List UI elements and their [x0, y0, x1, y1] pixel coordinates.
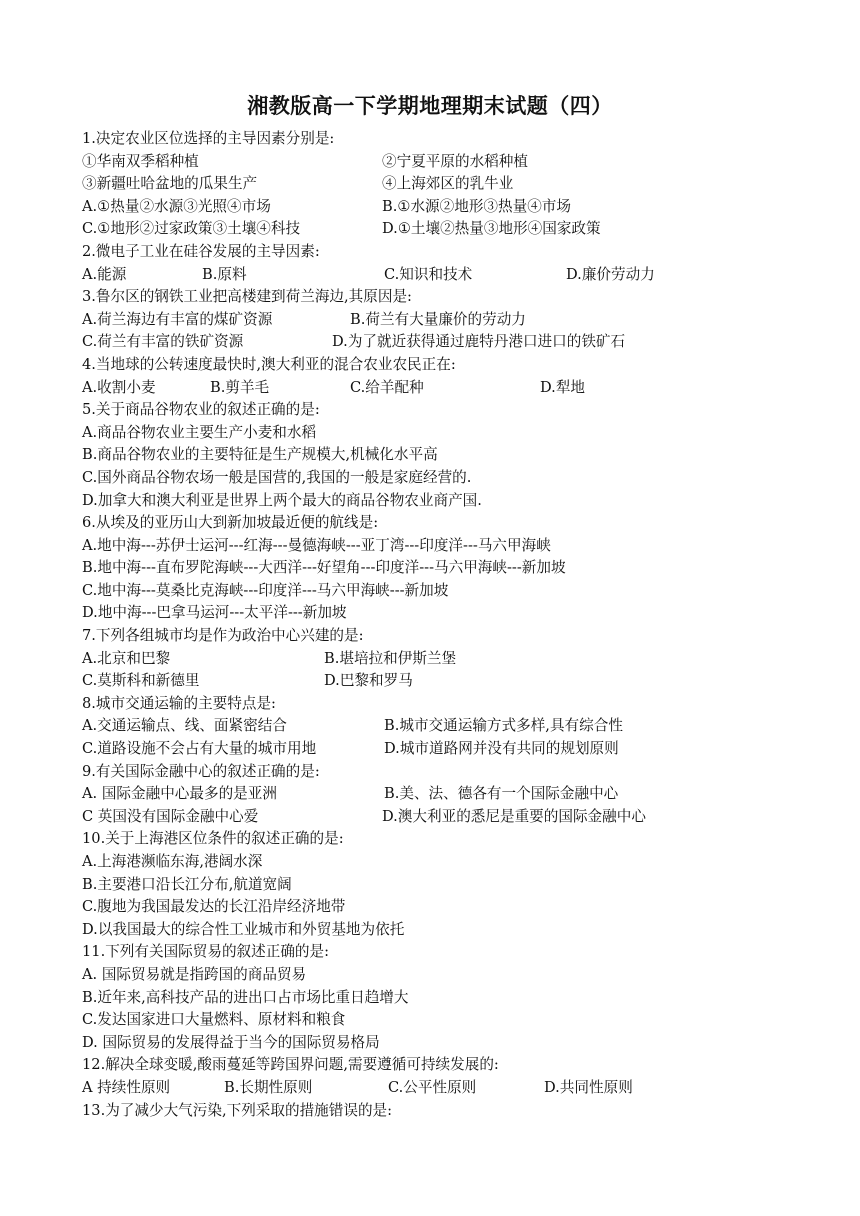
line-text: C.莫斯科和新德里 [82, 672, 200, 690]
line-text: A. 国际金融中心最多的是亚洲 [82, 785, 277, 803]
option-text: C.给羊配种 [350, 378, 424, 396]
text-line [82, 1054, 822, 1077]
line-text: C.发达国家进口大量燃料、原材料和粮食 [82, 1011, 346, 1029]
line-text: 10.关于上海港区位条件的叙述正确的是: [82, 830, 344, 848]
text-line [82, 354, 822, 377]
text-line [82, 693, 822, 716]
text-line [82, 851, 822, 874]
text-line [82, 444, 822, 467]
option-text: D.共同性原则 [544, 1078, 633, 1096]
text-line [82, 128, 822, 151]
option-text: B.①水源②地形③热量④市场 [382, 197, 571, 215]
line-text: A.①热量②水源③光照④市场 [82, 197, 271, 215]
text-line [82, 241, 822, 264]
text-line [82, 738, 822, 761]
option-text: D.巴黎和罗马 [324, 672, 413, 690]
line-text: C 英国没有国际金融中心爱 [82, 807, 259, 825]
option-text: C.知识和技术 [384, 265, 473, 283]
line-text: 4.当地球的公转速度最快时,澳大利亚的混合农业农民正在: [82, 355, 456, 373]
text-line [82, 806, 822, 829]
line-text: A.交通运输点、线、面紧密结合 [82, 717, 287, 735]
option-text: D.澳大利亚的悉尼是重要的国际金融中心 [382, 807, 646, 825]
line-text: C.荷兰有丰富的铁矿资源 [82, 333, 244, 351]
line-text: 7.下列各组城市均是作为政治中心兴建的是: [82, 627, 364, 645]
text-line [82, 467, 822, 490]
text-line [82, 941, 822, 964]
question-list [82, 128, 822, 1122]
option-text: ②宁夏平原的水稻种植 [382, 152, 528, 170]
text-line [82, 580, 822, 603]
line-text: D.以我国最大的综合性工业城市和外贸基地为依托 [82, 920, 405, 938]
option-text: B.美、法、德各有一个国际金融中心 [384, 785, 619, 803]
line-text: A.收割小麦 [82, 378, 156, 396]
option-text: D.为了就近获得通过鹿特丹港口进口的铁矿石 [332, 333, 626, 351]
line-text: C.腹地为我国最发达的长江沿岸经济地带 [82, 898, 346, 916]
page-title: 湘教版高一下学期地理期末试题（四） [247, 94, 613, 118]
option-text: ④上海郊区的乳牛业 [382, 175, 514, 193]
option-text: B.荷兰有大量廉价的劳动力 [350, 310, 526, 328]
text-line [82, 987, 822, 1010]
text-line [82, 196, 822, 219]
option-text: C.公平性原则 [388, 1078, 477, 1096]
text-line [82, 512, 822, 535]
option-text: B.长期性原则 [224, 1078, 313, 1096]
option-text: D.廉价劳动力 [566, 265, 655, 283]
line-text: 8.城市交通运输的主要特点是: [82, 694, 276, 712]
line-text: C.①地形②过家政策③土壤④科技 [82, 220, 301, 238]
option-text: B.剪羊毛 [210, 378, 270, 396]
line-text: C.国外商品谷物农场一般是国营的,我国的一般是家庭经营的. [82, 468, 472, 486]
text-line [82, 377, 822, 400]
text-line [82, 648, 822, 671]
text-line [82, 535, 822, 558]
line-text: B.商品谷物农业的主要特征是生产规模大,机械化水平高 [82, 446, 438, 464]
line-text: A.北京和巴黎 [82, 649, 171, 667]
text-line [82, 783, 822, 806]
text-line [82, 919, 822, 942]
text-line [82, 761, 822, 784]
option-text: D.犁地 [540, 378, 586, 396]
line-text: A. 国际贸易就是指跨国的商品贸易 [82, 965, 307, 983]
text-line [82, 670, 822, 693]
text-line [82, 557, 822, 580]
text-line [82, 1032, 822, 1055]
text-line [82, 151, 822, 174]
text-line [82, 422, 822, 445]
text-line [82, 264, 822, 287]
text-line [82, 218, 822, 241]
line-text: C.道路设施不会占有大量的城市用地 [82, 740, 317, 758]
line-text: D.地中海---巴拿马运河---太平洋---新加坡 [82, 604, 347, 622]
line-text: A.商品谷物农业主要生产小麦和水稻 [82, 423, 317, 441]
option-text: B.城市交通运输方式多样,具有综合性 [384, 717, 623, 735]
line-text: A.荷兰海边有丰富的煤矿资源 [82, 310, 273, 328]
option-text: D.城市道路网并没有共同的规划原则 [384, 740, 619, 758]
text-line [82, 828, 822, 851]
line-text: B.近年来,高科技产品的进出口占市场比重日趋增大 [82, 988, 409, 1006]
option-text: B.堪培拉和伊斯兰堡 [324, 649, 457, 667]
text-line [82, 874, 822, 897]
text-line [82, 715, 822, 738]
line-text: 12.解决全球变暖,酸雨蔓延等跨国界问题,需要遵循可持续发展的: [82, 1056, 499, 1074]
text-line [82, 1100, 822, 1123]
option-text: B.原料 [202, 265, 247, 283]
line-text: 2.微电子工业在硅谷发展的主导因素: [82, 242, 320, 260]
line-text: 3.鲁尔区的钢铁工业把高楼建到荷兰海边,其原因是: [82, 288, 412, 306]
line-text: B.主要港口沿长江分布,航道宽阔 [82, 875, 292, 893]
text-line [82, 309, 822, 332]
text-line [82, 1009, 822, 1032]
text-line [82, 331, 822, 354]
line-text: 9.有关国际金融中心的叙述正确的是: [82, 762, 320, 780]
line-text: ③新疆吐哈盆地的瓜果生产 [82, 175, 258, 193]
line-text: A.地中海---苏伊士运河---红海---曼德海峡---亚丁湾---印度洋---马六甲海峡 [82, 536, 551, 554]
line-text: A.能源 [82, 265, 127, 283]
option-text: D.①土壤②热量③地形④国家政策 [382, 220, 601, 238]
line-text: 6.从埃及的亚历山大到新加坡最近便的航线是: [82, 514, 379, 532]
line-text: 11.下列有关国际贸易的叙述正确的是: [82, 943, 330, 961]
line-text: D.加拿大和澳大利亚是世界上两个最大的商品谷物农业商产国. [82, 491, 482, 509]
text-line [82, 964, 822, 987]
text-line [82, 286, 822, 309]
text-line [82, 490, 822, 513]
line-text: 1.决定农业区位选择的主导因素分别是: [82, 130, 335, 147]
line-text: ①华南双季稻种植 [82, 152, 199, 170]
line-text: D. 国际贸易的发展得益于当今的国际贸易格局 [82, 1033, 380, 1051]
text-line [82, 625, 822, 648]
line-text: A.上海港濒临东海,港阔水深 [82, 853, 263, 870]
text-line [82, 602, 822, 625]
line-text: 13.为了减少大气污染,下列采取的措施错误的是: [82, 1101, 393, 1119]
text-line [82, 896, 822, 919]
line-text: C.地中海---莫桑比克海峡---印度洋---马六甲海峡---新加坡 [82, 581, 449, 599]
line-text: B.地中海---直布罗陀海峡---大西洋---好望角---印度洋---马六甲海峡---新加坡 [82, 559, 566, 577]
text-line [82, 173, 822, 196]
line-text: A 持续性原则 [82, 1078, 171, 1096]
text-line [82, 399, 822, 422]
text-line [82, 1077, 822, 1100]
line-text: 5.关于商品谷物农业的叙述正确的是: [82, 401, 320, 419]
